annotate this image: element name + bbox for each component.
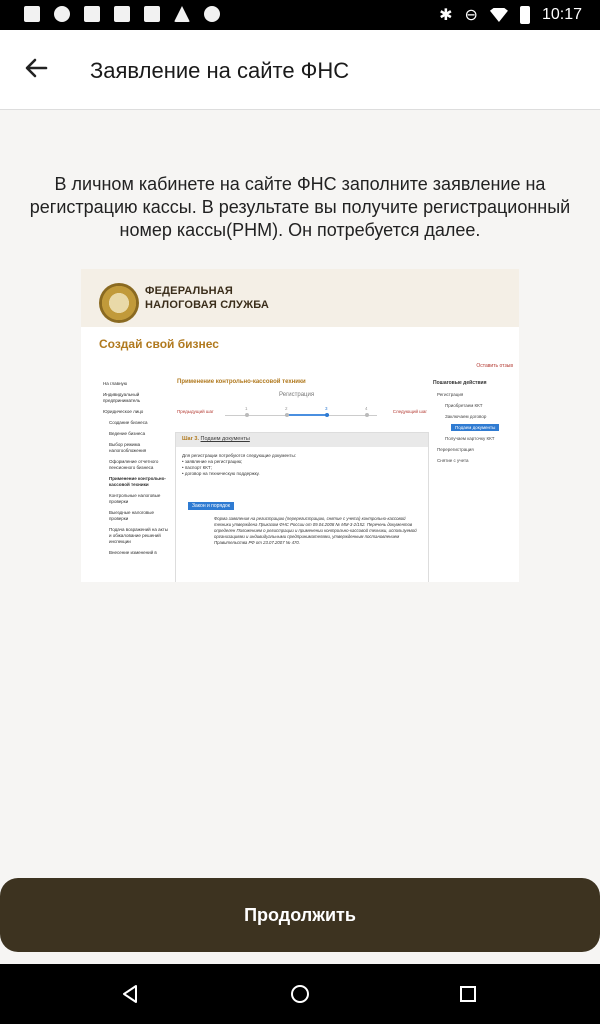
feedback-link: Оставить отзыв — [476, 363, 513, 369]
prev-step-label: Предыдущий шаг — [177, 409, 214, 414]
step-number: 1 — [245, 406, 248, 411]
notification-icon — [84, 6, 100, 22]
site-left-nav — [97, 381, 171, 561]
home-circle-icon[interactable] — [288, 982, 312, 1006]
wifi-icon — [490, 8, 508, 22]
step-number: 3 — [325, 406, 328, 411]
step-prefix: Шаг 3. — [182, 436, 199, 442]
nav-item: Создание бизнеса — [109, 420, 148, 425]
documents-list: Для регистрации потребуются следующие документы: • заявление на регистрацию; • паспорт ККТ; • договор на техническую поддержку. — [182, 453, 296, 476]
nav-item: Юридическое лицо — [103, 409, 144, 414]
back-triangle-icon[interactable] — [118, 982, 142, 1006]
main-content — [0, 111, 600, 871]
law-text: Форма заявления на регистрацию (перерегистрацию, снятие с учета) контрольно-кассовой техники утверждена Приказом ФНС России от 09.04.2008 № ММ-3-2/152. Перечень документов определен Положением о регистрации и применении контрольно-кассовой техники, используемой организациями и индивидуальными предпринимателями, утвержденным постановлением Правительства РФ от 23.07.2007 № 470. — [214, 516, 417, 545]
step-dot — [285, 413, 289, 417]
instruction-text: В личном кабинете на сайте ФНС заполните заявление на регистрацию кассы. В результате вы получите регистрационный номер кассы(РНМ). Он потребуется далее. — [29, 174, 571, 240]
recents-square-icon[interactable] — [456, 982, 480, 1006]
nav-item: Индивидуальный предприниматель — [103, 392, 141, 403]
nav-item: Внесение изменений в — [109, 550, 157, 555]
bluetooth-icon: ✱ — [439, 7, 453, 24]
registration-label: Регистрация — [279, 392, 315, 398]
step-dot — [245, 413, 249, 417]
site-main-column — [175, 378, 429, 582]
step-link: Подаем документы — [200, 436, 250, 442]
step-number: 2 — [285, 406, 288, 411]
page-title: Заявление на сайте ФНС — [90, 58, 350, 83]
nav-item: Подача возражений на акты и обжалование решений инспекции — [109, 527, 168, 544]
battery-icon — [520, 6, 530, 24]
step-progress — [175, 406, 429, 426]
nav-item: Ведение бизнеса — [109, 431, 146, 436]
step-title — [182, 436, 250, 442]
step-dot-current — [325, 413, 329, 417]
nav-item-active: Применение контрольно-кассовой техники — [109, 476, 166, 487]
sidebar-item: Снятие с учета — [437, 458, 469, 463]
notification-icon — [24, 6, 40, 22]
site-right-sidebar — [433, 380, 519, 469]
nav-item: Выбор режима налогообложения — [109, 442, 147, 453]
sidebar-heading: Пошаговые действия — [433, 380, 487, 386]
nav-item: Выездные налоговые проверки — [109, 510, 155, 521]
nav-item: Контрольные налоговые проверки — [109, 493, 161, 504]
continue-button[interactable]: Продолжить — [0, 878, 600, 952]
android-icon — [204, 6, 220, 22]
fns-emblem-logo — [99, 283, 139, 323]
step-track-active — [285, 414, 329, 416]
notification-icon — [54, 6, 70, 22]
step-dot — [365, 413, 369, 417]
sidebar-item: Получаем карточку ККТ — [445, 436, 495, 441]
warning-icon — [174, 6, 190, 22]
sidebar-item: Приобретаем ККТ — [445, 403, 483, 408]
step-panel-header — [176, 433, 428, 447]
site-header — [81, 269, 519, 327]
system-nav-bar — [0, 964, 600, 1024]
clock: 10:17 — [541, 6, 582, 23]
dnd-icon: ⊖ — [464, 7, 478, 24]
step-number: 4 — [365, 406, 368, 411]
sidebar-item: Заключаем договор — [445, 414, 487, 419]
step-panel — [175, 432, 429, 582]
nav-item: На главную — [103, 381, 128, 386]
next-step-label: Следующий шаг — [392, 409, 427, 414]
sidebar-item: Перерегистрация — [437, 447, 474, 452]
site-heading: Создай свой бизнес — [99, 337, 219, 351]
law-tag: Закон и порядок — [188, 502, 234, 510]
notification-icon — [144, 6, 160, 22]
fns-site-screenshot — [81, 269, 519, 582]
section-title: Применение контрольно-кассовой техники — [177, 379, 306, 385]
back-arrow-icon[interactable] — [20, 52, 52, 84]
system-icons — [439, 5, 582, 25]
sidebar-item: Регистрация — [437, 392, 464, 397]
sidebar-item-active: Подаем документы — [451, 424, 499, 431]
status-bar — [0, 0, 600, 30]
org-name: ФЕДЕРАЛЬНАЯ НАЛОГОВАЯ СЛУЖБА — [145, 285, 270, 311]
app-bar — [0, 30, 600, 110]
notification-icon — [114, 6, 130, 22]
nav-item: Оформление отчетного пенсионного бизнеса — [109, 459, 159, 470]
notification-icons — [24, 6, 220, 22]
